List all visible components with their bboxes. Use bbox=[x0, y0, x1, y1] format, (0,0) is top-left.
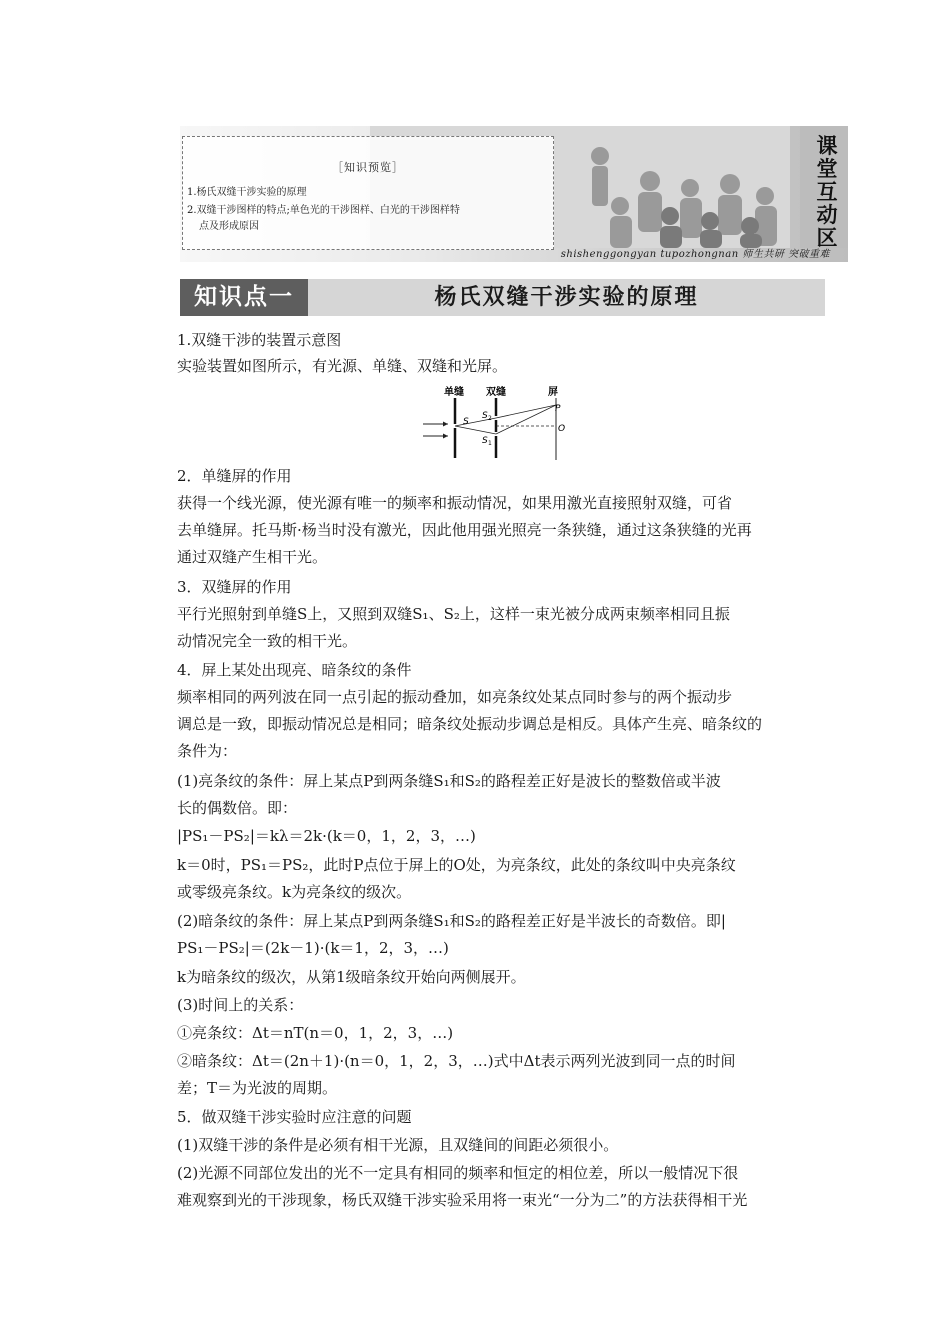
heading-1: 1.双缝干涉的装置示意图 bbox=[177, 331, 342, 349]
paragraph-line: k为暗条纹的级次，从第1级暗条纹开始向两侧展开。 bbox=[177, 968, 526, 986]
knowledge-preview-box bbox=[182, 136, 554, 250]
paragraph-line: 去单缝屏。托马斯·杨当时没有激光，因此他用强光照亮一条狭缝，通过这条狭缝的光再 bbox=[177, 521, 752, 539]
paragraph-line: 差；T＝为光波的周期。 bbox=[177, 1079, 338, 1097]
s1-label: S bbox=[482, 436, 488, 446]
side-char: 互 bbox=[816, 180, 838, 204]
heading-2: 2．单缝屏的作用 bbox=[177, 467, 292, 485]
o-label: O bbox=[558, 424, 566, 434]
paragraph-line: (1)亮条纹的条件：屏上某点P到两条缝S₁和S₂的路程差正好是波长的整数倍或半波 bbox=[177, 772, 721, 790]
formula-line: |PS₁－PS₂|＝kλ＝2k·(k＝0，1，2，3，…) bbox=[177, 827, 476, 845]
formula-line: ①亮条纹：Δt＝nT(n＝0，1，2，3，…) bbox=[177, 1024, 454, 1042]
preview-title: ［知识预览］ bbox=[332, 161, 404, 174]
lesson-banner bbox=[180, 126, 848, 262]
double-slit-diagram bbox=[418, 384, 570, 464]
paragraph-line: (1)双缝干涉的条件是必须有相干光源，且双缝间的间距必须很小。 bbox=[177, 1136, 619, 1154]
side-char: 堂 bbox=[816, 157, 838, 181]
formula-line: PS₁－PS₂|＝(2k－1)·(k＝1，2，3，…) bbox=[177, 939, 449, 957]
paragraph-line: k＝0时，PS₁＝PS₂，此时P点位于屏上的O处，为亮条纹，此处的条纹叫中央亮条纹 bbox=[177, 856, 736, 874]
paragraph-line: 难观察到光的干涉现象，杨氏双缝干涉实验采用将一束光“一分为二”的方法获得相干光 bbox=[177, 1191, 748, 1209]
paragraph-line: 调总是一致，即振动情况总是相同；暗条纹处振动步调总是相反。具体产生亮、暗条纹的 bbox=[177, 715, 763, 733]
paragraph-line: (2)光源不同部位发出的光不一定具有相同的频率和恒定的相位差，所以一般情况下很 bbox=[177, 1164, 739, 1182]
s-label: S bbox=[463, 417, 469, 427]
heading-3: 3．双缝屏的作用 bbox=[177, 578, 292, 596]
paragraph-line: 频率相同的两列波在同一点引起的振动叠加，如亮条纹处某点同时参与的两个振动步 bbox=[177, 688, 733, 706]
single-slit-label: 单缝 bbox=[444, 387, 464, 398]
screen-label: 屏 bbox=[548, 387, 558, 398]
heading-5: 5．做双缝干涉实验时应注意的问题 bbox=[177, 1108, 412, 1126]
paragraph-line: 条件为： bbox=[177, 742, 238, 760]
section-tag: 知识点一 bbox=[180, 279, 308, 316]
section-title: 杨氏双缝干涉实验的原理 bbox=[434, 285, 699, 310]
paragraph-line: (2)暗条纹的条件：屏上某点P到两条缝S₁和S₂的路程差正好是半波长的奇数倍。即| bbox=[177, 912, 726, 930]
side-label bbox=[800, 126, 848, 248]
side-char: 区 bbox=[816, 226, 838, 250]
paragraph-line: 动情况完全一致的相干光。 bbox=[177, 632, 358, 650]
s1-sub-label: 1 bbox=[488, 440, 492, 447]
s2-label: S bbox=[482, 411, 488, 421]
paragraph-line: 通过双缝产生相干光。 bbox=[177, 548, 328, 566]
banner-subtitle: shishenggongyan tupozhongnan 师生共研 突破重难 bbox=[560, 249, 830, 260]
side-char: 课 bbox=[816, 134, 838, 158]
preview-item: 点及形成原因 bbox=[199, 221, 259, 232]
paragraph-line: ②暗条纹：Δt＝(2n＋1)·(n＝0，1，2，3，…)式中Δt表示两列光波到同一点的时间 bbox=[177, 1052, 736, 1070]
paragraph-line: 获得一个线光源，使光源有唯一的频率和振动情况，如果用激光直接照射双缝，可省 bbox=[177, 494, 733, 512]
p-label: P bbox=[555, 404, 561, 414]
section-header bbox=[180, 279, 825, 316]
preview-item: 1.杨氏双缝干涉实验的原理 bbox=[187, 187, 307, 198]
paragraph-line: 平行光照射到单缝S上，又照到双缝S₁、S₂上，这样一束光被分成两束频率相同且振 bbox=[177, 605, 730, 623]
s2-sub-label: 2 bbox=[488, 415, 492, 422]
heading-4: 4．屏上某处出现亮、暗条纹的条件 bbox=[177, 661, 412, 679]
paragraph-line: (3)时间上的关系： bbox=[177, 996, 304, 1014]
paragraph-line: 或零级亮条纹。k为亮条纹的级次。 bbox=[177, 883, 412, 901]
double-slit-label: 双缝 bbox=[486, 387, 506, 398]
side-char: 动 bbox=[816, 203, 838, 227]
preview-item: 2.双缝干涉图样的特点;单色光的干涉图样、白光的干涉图样特 bbox=[187, 205, 460, 216]
paragraph-line: 长的偶数倍。即： bbox=[177, 799, 298, 817]
paragraph-line: 实验装置如图所示，有光源、单缝、双缝和光屏。 bbox=[177, 357, 508, 375]
